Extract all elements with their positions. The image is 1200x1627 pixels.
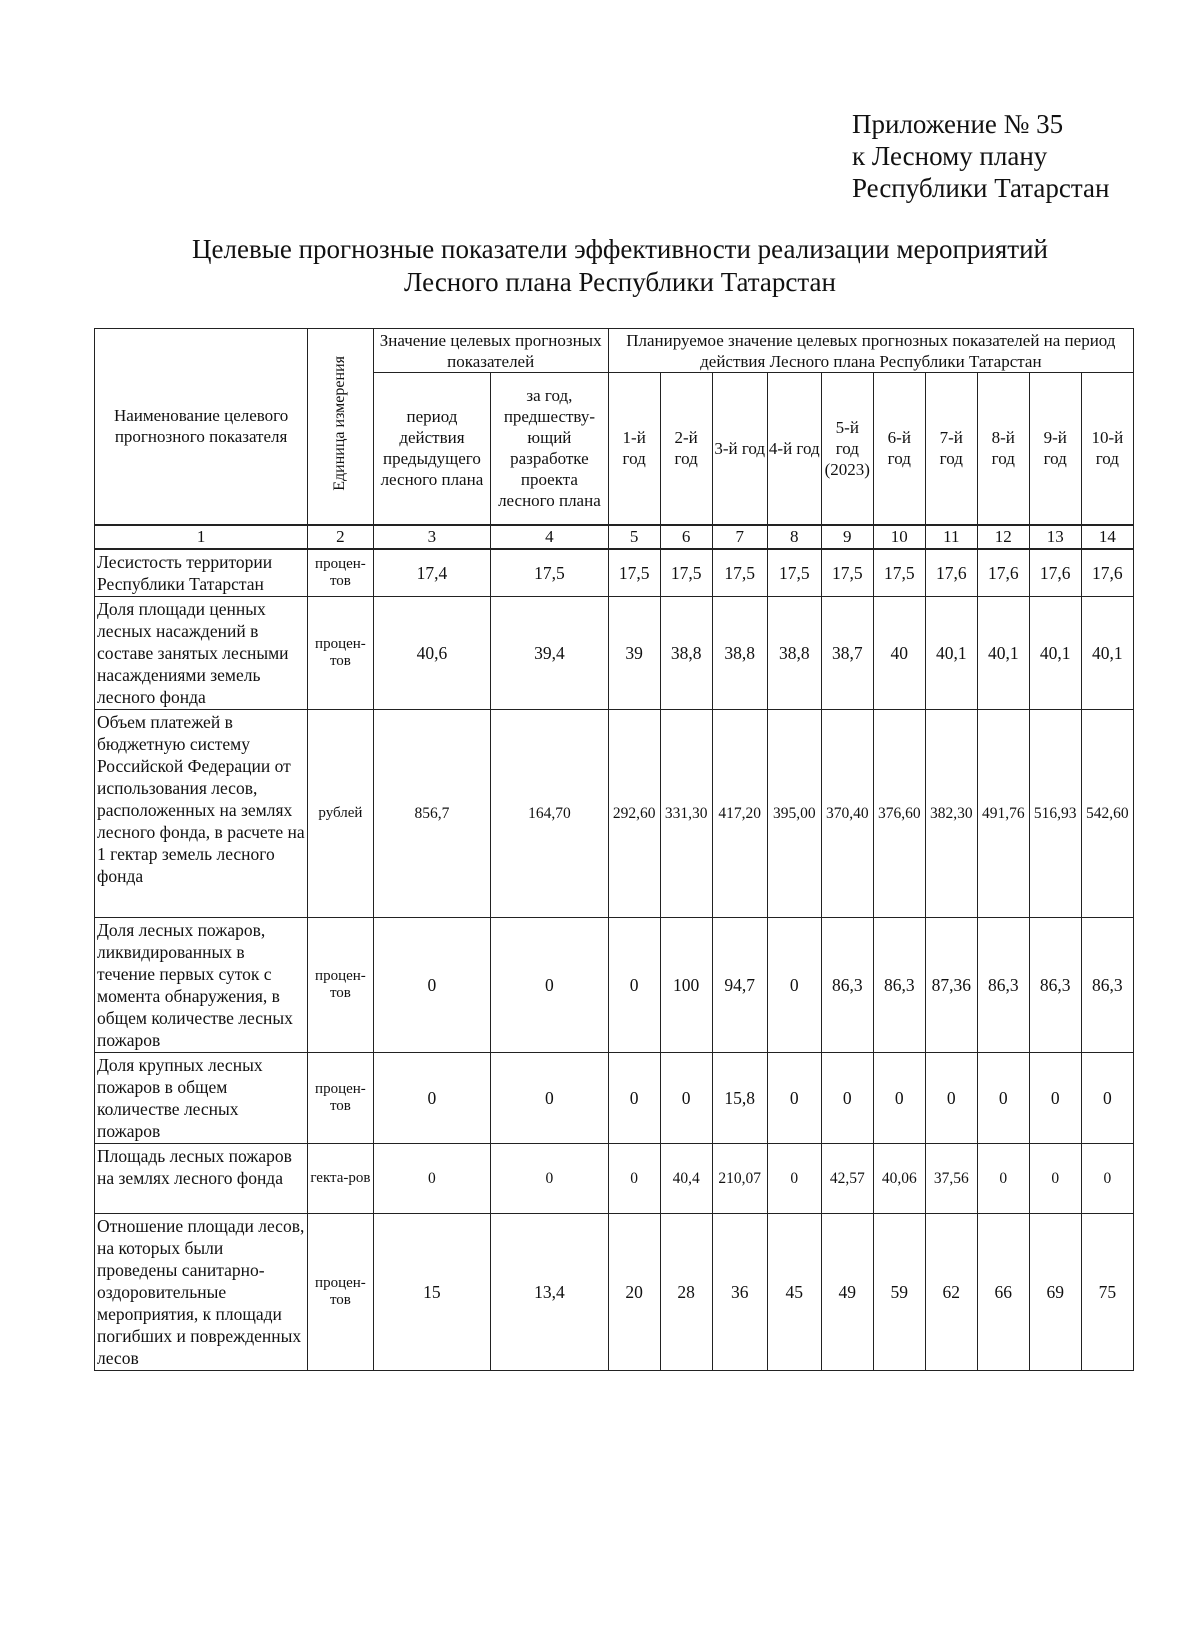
indicator-value: 0 — [1081, 1053, 1133, 1144]
indicator-value: 17,6 — [977, 549, 1029, 597]
indicator-unit: рублей — [308, 710, 374, 918]
column-number: 10 — [873, 525, 925, 549]
header-year-6: 6-й год — [873, 373, 925, 525]
indicator-value: 40,6 — [373, 597, 491, 710]
column-numbers-row — [95, 525, 1134, 549]
indicator-unit: процен-тов — [308, 1214, 374, 1371]
indicator-value: 0 — [821, 1053, 873, 1144]
indicator-value: 0 — [767, 1144, 821, 1214]
table-row — [95, 1214, 1134, 1371]
indicator-value: 0 — [1029, 1144, 1081, 1214]
table-row — [95, 1144, 1134, 1214]
header-year-2: 2-й год — [660, 373, 712, 525]
column-number: 4 — [491, 525, 609, 549]
indicator-name: Доля лесных пожаров, ликвидированных в течение первых суток с момента обнаружения, в общем количестве лесных пожаров — [95, 918, 308, 1053]
column-number: 9 — [821, 525, 873, 549]
column-number: 12 — [977, 525, 1029, 549]
indicator-value: 0 — [977, 1053, 1029, 1144]
indicator-value: 0 — [925, 1053, 977, 1144]
column-number: 2 — [308, 525, 374, 549]
indicator-value: 376,60 — [873, 710, 925, 918]
indicator-value: 0 — [373, 918, 491, 1053]
appendix-line-3: Республики Татарстан — [852, 173, 1110, 203]
indicator-value: 40 — [873, 597, 925, 710]
indicator-value: 20 — [608, 1214, 660, 1371]
indicator-value: 42,57 — [821, 1144, 873, 1214]
header-year-9: 9-й год — [1029, 373, 1081, 525]
indicator-value: 210,07 — [712, 1144, 767, 1214]
indicator-value: 0 — [608, 918, 660, 1053]
indicator-value: 40,1 — [1081, 597, 1133, 710]
indicator-value: 86,3 — [873, 918, 925, 1053]
indicator-value: 13,4 — [491, 1214, 609, 1371]
indicator-value: 37,56 — [925, 1144, 977, 1214]
header-year-7: 7-й год — [925, 373, 977, 525]
header-prev-period: период действия предыдущего лесного плана — [373, 373, 491, 525]
indicator-value: 100 — [660, 918, 712, 1053]
table-row — [95, 1053, 1134, 1144]
indicators-table-wrapper — [94, 328, 1134, 1371]
indicator-value: 15 — [373, 1214, 491, 1371]
indicator-value: 17,4 — [373, 549, 491, 597]
indicator-value: 331,30 — [660, 710, 712, 918]
indicator-value: 38,8 — [767, 597, 821, 710]
indicator-value: 0 — [373, 1053, 491, 1144]
indicator-value: 69 — [1029, 1214, 1081, 1371]
indicator-value: 62 — [925, 1214, 977, 1371]
indicator-value: 38,8 — [712, 597, 767, 710]
table-body — [95, 525, 1134, 1371]
indicator-value: 17,5 — [491, 549, 609, 597]
indicator-name: Лесистость территории Республики Татарстан — [95, 549, 308, 597]
indicator-value: 38,8 — [660, 597, 712, 710]
column-number: 14 — [1081, 525, 1133, 549]
header-unit — [308, 329, 374, 525]
indicator-value: 17,5 — [873, 549, 925, 597]
indicator-value: 17,5 — [767, 549, 821, 597]
indicator-value: 38,7 — [821, 597, 873, 710]
indicator-value: 382,30 — [925, 710, 977, 918]
indicator-value: 86,3 — [977, 918, 1029, 1053]
appendix-line-1: Приложение № 35 — [852, 109, 1064, 139]
indicator-value: 292,60 — [608, 710, 660, 918]
indicator-value: 40,1 — [977, 597, 1029, 710]
indicator-value: 86,3 — [1029, 918, 1081, 1053]
header-year-5: 5-й год (2023) — [821, 373, 873, 525]
appendix-note — [852, 108, 1182, 204]
indicator-value: 491,76 — [977, 710, 1029, 918]
table-row — [95, 710, 1134, 918]
column-number: 3 — [373, 525, 491, 549]
indicator-value: 0 — [491, 1053, 609, 1144]
indicators-table — [94, 328, 1134, 1371]
indicator-value: 28 — [660, 1214, 712, 1371]
indicator-value: 0 — [873, 1053, 925, 1144]
indicator-value: 75 — [1081, 1214, 1133, 1371]
indicator-value: 0 — [373, 1144, 491, 1214]
indicator-value: 40,4 — [660, 1144, 712, 1214]
indicator-unit: процен-тов — [308, 549, 374, 597]
indicator-value: 0 — [608, 1144, 660, 1214]
appendix-line-2: к Лесному плану — [852, 141, 1048, 171]
indicator-value: 0 — [491, 918, 609, 1053]
indicator-value: 17,6 — [1081, 549, 1133, 597]
indicator-unit: процен-тов — [308, 597, 374, 710]
indicator-value: 0 — [767, 1053, 821, 1144]
column-number: 11 — [925, 525, 977, 549]
document-title — [100, 233, 1140, 299]
indicator-value: 40,06 — [873, 1144, 925, 1214]
indicator-value: 856,7 — [373, 710, 491, 918]
indicator-value: 39 — [608, 597, 660, 710]
indicator-name: Площадь лесных пожаров на землях лесного фонда — [95, 1144, 308, 1214]
indicator-value: 0 — [1029, 1053, 1081, 1144]
indicator-value: 45 — [767, 1214, 821, 1371]
indicator-name: Доля площади ценных лесных насаждений в составе занятых лесными насаждениями земель лесного фонда — [95, 597, 308, 710]
header-group-planned: Планируемое значение целевых прогнозных показателей на период действия Лесного плана Республики Татарстан — [608, 329, 1133, 373]
indicator-name: Объем платежей в бюджетную систему Российской Федерации от использования лесов, расположенных на землях лесного фонда, в расчете на 1 гектар земель лесного фонда — [95, 710, 308, 918]
column-number: 6 — [660, 525, 712, 549]
column-number: 1 — [95, 525, 308, 549]
indicator-value: 36 — [712, 1214, 767, 1371]
header-name: Наименование целевого прогнозного показателя — [95, 329, 308, 525]
indicator-value: 0 — [767, 918, 821, 1053]
table-row — [95, 918, 1134, 1053]
title-line-2: Лесного плана Республики Татарстан — [404, 267, 836, 297]
indicator-value: 17,5 — [712, 549, 767, 597]
indicator-value: 516,93 — [1029, 710, 1081, 918]
indicator-value: 542,60 — [1081, 710, 1133, 918]
indicator-value: 66 — [977, 1214, 1029, 1371]
indicator-value: 0 — [491, 1144, 609, 1214]
indicator-value: 39,4 — [491, 597, 609, 710]
indicator-value: 59 — [873, 1214, 925, 1371]
indicator-value: 17,5 — [660, 549, 712, 597]
header-year-8: 8-й год — [977, 373, 1029, 525]
column-number: 7 — [712, 525, 767, 549]
indicator-value: 164,70 — [491, 710, 609, 918]
indicator-value: 0 — [660, 1053, 712, 1144]
table-row — [95, 549, 1134, 597]
indicator-value: 0 — [608, 1053, 660, 1144]
title-line-1: Целевые прогнозные показатели эффективности реализации мероприятий — [192, 234, 1048, 264]
header-year-1: 1-й год — [608, 373, 660, 525]
indicator-value: 86,3 — [821, 918, 873, 1053]
header-year-3: 3-й год — [712, 373, 767, 525]
column-number: 5 — [608, 525, 660, 549]
indicator-unit: гекта-ров — [308, 1144, 374, 1214]
indicator-value: 94,7 — [712, 918, 767, 1053]
indicator-value: 17,6 — [1029, 549, 1081, 597]
indicator-value: 40,1 — [925, 597, 977, 710]
indicator-value: 15,8 — [712, 1053, 767, 1144]
indicator-value: 87,36 — [925, 918, 977, 1053]
indicator-name: Доля крупных лесных пожаров в общем количестве лесных пожаров — [95, 1053, 308, 1144]
indicator-unit: процен-тов — [308, 1053, 374, 1144]
indicator-value: 417,20 — [712, 710, 767, 918]
indicator-unit: процен-тов — [308, 918, 374, 1053]
indicator-name: Отношение площади лесов, на которых были проведены санитарно-оздоровительные мероприятия, к площади погибших и поврежденных лесов — [95, 1214, 308, 1371]
header-prev-year: за год, предшеству-ющий разработке проекта лесного плана — [491, 373, 609, 525]
indicator-value: 395,00 — [767, 710, 821, 918]
indicator-value: 0 — [1081, 1144, 1133, 1214]
indicator-value: 49 — [821, 1214, 873, 1371]
header-unit-text: Единица измерения — [331, 356, 349, 492]
header-year-10: 10-й год — [1081, 373, 1133, 525]
header-year-4: 4-й год — [767, 373, 821, 525]
indicator-value: 370,40 — [821, 710, 873, 918]
indicator-value: 17,5 — [821, 549, 873, 597]
indicator-value: 86,3 — [1081, 918, 1133, 1053]
table-row — [95, 597, 1134, 710]
header-group-current: Значение целевых прогнозных показателей — [373, 329, 608, 373]
indicator-value: 0 — [977, 1144, 1029, 1214]
indicator-value: 40,1 — [1029, 597, 1081, 710]
column-number: 13 — [1029, 525, 1081, 549]
column-number: 8 — [767, 525, 821, 549]
indicator-value: 17,5 — [608, 549, 660, 597]
indicator-value: 17,6 — [925, 549, 977, 597]
